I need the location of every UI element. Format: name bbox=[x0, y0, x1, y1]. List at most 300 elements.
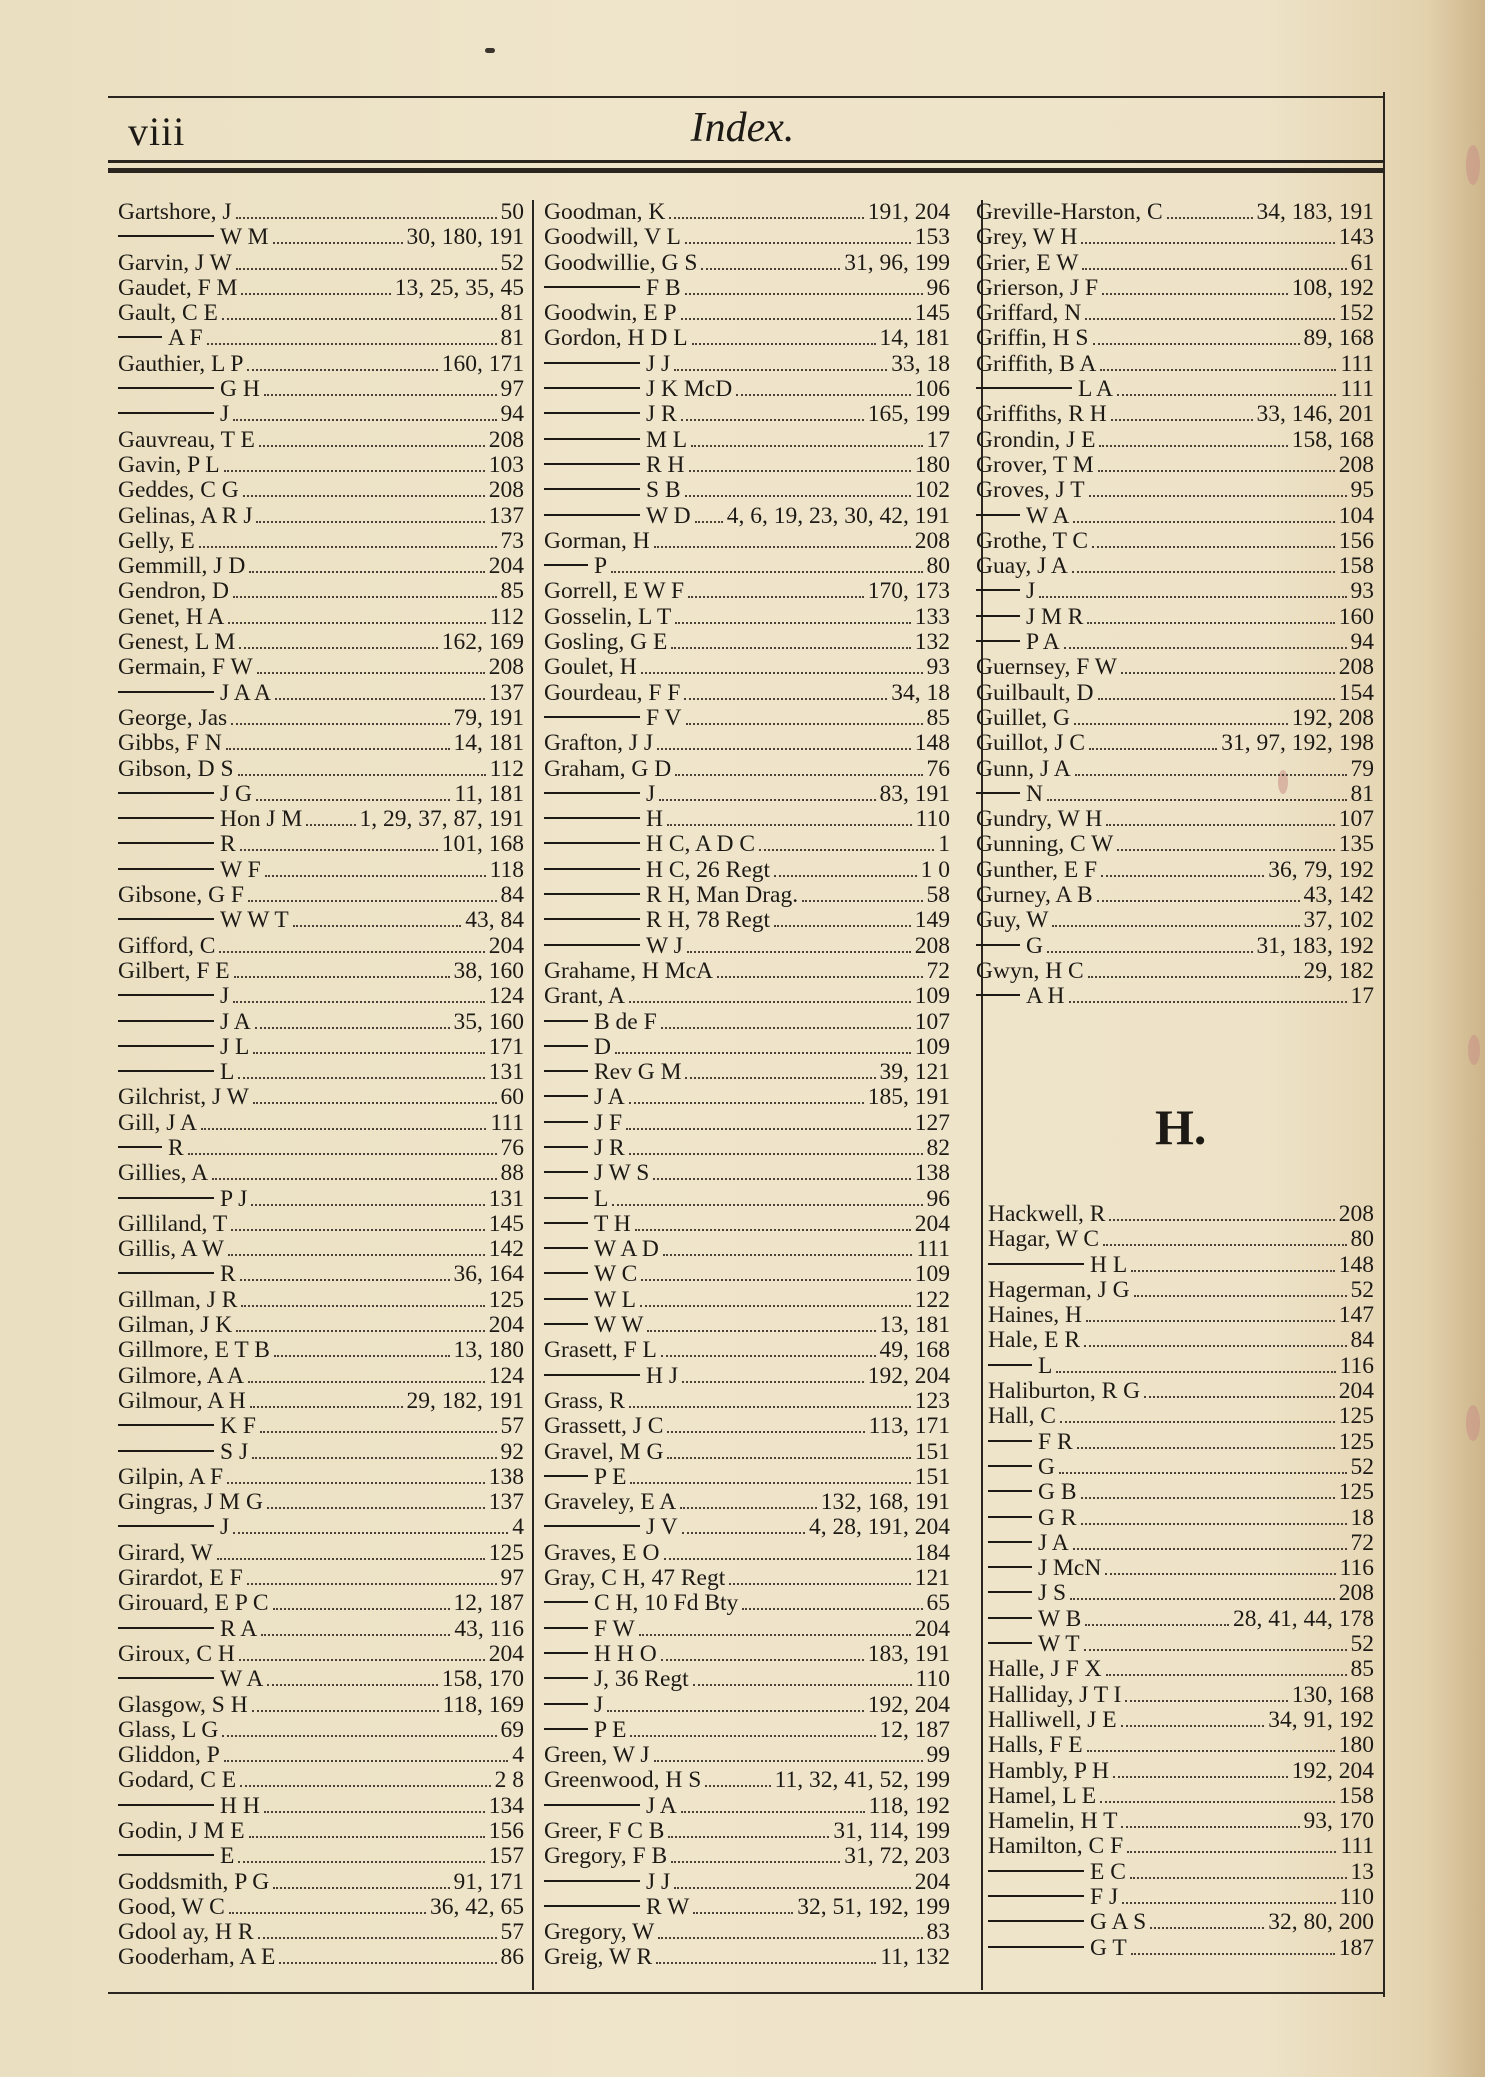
index-entry bbox=[544, 478, 950, 503]
entry-name: Gelly, E bbox=[118, 527, 195, 554]
entry-name: W L bbox=[594, 1286, 636, 1313]
entry-pages: 125 bbox=[1338, 1428, 1374, 1455]
index-entry bbox=[118, 1288, 524, 1313]
dot-leader bbox=[273, 1608, 450, 1610]
index-entry bbox=[544, 630, 950, 655]
dot-leader bbox=[705, 1785, 770, 1787]
entry-name: W M bbox=[220, 224, 269, 251]
entry-name: L A bbox=[1078, 376, 1114, 403]
entry-name: S B bbox=[646, 477, 681, 504]
index-entry bbox=[976, 251, 1374, 276]
entry-name: R bbox=[220, 1261, 236, 1288]
dot-leader bbox=[1106, 1674, 1347, 1676]
entry-name: P E bbox=[594, 1463, 627, 1490]
index-entry bbox=[118, 1414, 524, 1439]
ditto-dash bbox=[544, 1298, 588, 1300]
entry-pages: 125 bbox=[488, 1539, 524, 1566]
entry-pages: 96 bbox=[926, 1185, 950, 1212]
entry-pages: 187 bbox=[1338, 1934, 1374, 1961]
index-entry bbox=[118, 1035, 524, 1060]
dot-leader bbox=[212, 1178, 496, 1180]
entry-pages: 94 bbox=[500, 401, 524, 428]
entry-name: L bbox=[220, 1059, 235, 1086]
dot-leader bbox=[1070, 1598, 1335, 1600]
entry-name: R bbox=[220, 831, 236, 858]
dot-leader bbox=[658, 1937, 922, 1939]
ditto-dash bbox=[544, 387, 640, 389]
ditto-dash bbox=[118, 336, 162, 338]
dot-leader bbox=[1085, 1624, 1229, 1626]
dot-leader bbox=[1100, 1801, 1335, 1803]
index-entry bbox=[544, 579, 950, 604]
ditto-dash bbox=[976, 944, 1020, 946]
ditto-dash bbox=[118, 792, 214, 794]
index-entry bbox=[118, 1920, 524, 1945]
index-entry bbox=[544, 984, 950, 1009]
entry-name: W A bbox=[220, 1666, 264, 1693]
entry-pages: 191, 204 bbox=[867, 199, 950, 225]
index-entry bbox=[118, 1945, 524, 1970]
dot-leader bbox=[1089, 495, 1347, 497]
entry-pages: 104 bbox=[1338, 502, 1374, 529]
dot-leader bbox=[774, 925, 911, 927]
entry-pages: 96 bbox=[926, 274, 950, 301]
index-entry bbox=[544, 706, 950, 731]
entry-pages: 149 bbox=[914, 907, 950, 934]
entry-name: Gifford, C bbox=[118, 932, 216, 959]
index-entry bbox=[544, 757, 950, 782]
dot-leader bbox=[671, 1861, 840, 1863]
ditto-dash bbox=[544, 412, 640, 414]
entry-name: M L bbox=[646, 426, 688, 453]
dot-leader bbox=[249, 1836, 485, 1838]
entry-pages: 36, 164 bbox=[453, 1261, 524, 1288]
index-entry bbox=[118, 1768, 524, 1793]
ditto-dash bbox=[976, 514, 1020, 516]
ditto-dash bbox=[976, 640, 1020, 642]
entry-pages: 208 bbox=[914, 932, 950, 959]
entry-pages: 111 bbox=[490, 1109, 524, 1136]
dot-leader bbox=[1105, 1573, 1335, 1575]
index-entry bbox=[988, 1581, 1374, 1606]
dot-leader bbox=[685, 293, 923, 295]
entry-name: W B bbox=[1038, 1605, 1082, 1632]
dot-leader bbox=[654, 546, 911, 548]
entry-name: Hall, C bbox=[988, 1403, 1056, 1430]
dot-leader bbox=[1134, 1295, 1347, 1297]
entry-name: Graham, G D bbox=[544, 755, 672, 782]
index-entry bbox=[544, 1693, 950, 1718]
double-rule-bottom bbox=[108, 168, 1383, 173]
dot-leader bbox=[293, 925, 461, 927]
dot-leader bbox=[1125, 1700, 1287, 1702]
entry-pages: 170, 173 bbox=[867, 578, 950, 605]
index-entry bbox=[544, 1364, 950, 1389]
entry-name: L bbox=[1038, 1352, 1053, 1379]
index-entry bbox=[544, 1085, 950, 1110]
entry-pages: 109 bbox=[914, 983, 950, 1010]
entry-pages: 92 bbox=[500, 1438, 524, 1465]
dot-leader bbox=[1106, 824, 1335, 826]
entry-name: Gilman, J K bbox=[118, 1312, 233, 1339]
entry-pages: 13, 181 bbox=[879, 1312, 950, 1339]
entry-name: Gorrell, E W F bbox=[544, 578, 685, 605]
ditto-dash bbox=[544, 1728, 588, 1730]
dot-leader bbox=[236, 268, 497, 270]
entry-name: Gooderham, A E bbox=[118, 1944, 276, 1971]
dot-leader bbox=[1059, 1472, 1347, 1474]
ditto-dash bbox=[988, 1440, 1032, 1442]
dot-leader bbox=[253, 1052, 484, 1054]
index-entry bbox=[544, 453, 950, 478]
index-entry bbox=[118, 377, 524, 402]
entry-name: Gilmour, A H bbox=[118, 1387, 246, 1414]
index-entry bbox=[544, 225, 950, 250]
index-entry bbox=[544, 504, 950, 529]
entry-name: Gingras, J M G bbox=[118, 1489, 263, 1516]
entry-name: Grover, T M bbox=[976, 451, 1094, 478]
dot-leader bbox=[231, 1229, 485, 1231]
entry-name: S J bbox=[220, 1438, 249, 1465]
entry-name: J A bbox=[1038, 1529, 1069, 1556]
index-entry bbox=[544, 276, 950, 301]
entry-pages: 60 bbox=[500, 1084, 524, 1111]
ditto-dash bbox=[118, 1627, 214, 1629]
ditto-dash bbox=[544, 1905, 640, 1907]
dot-leader bbox=[1047, 951, 1253, 953]
entry-name: F W bbox=[594, 1615, 635, 1642]
index-entry bbox=[118, 1338, 524, 1363]
entry-pages: 73 bbox=[500, 527, 524, 554]
entry-name: A H bbox=[1026, 983, 1065, 1010]
entry-pages: 81 bbox=[500, 300, 524, 327]
ditto-dash bbox=[544, 716, 640, 718]
entry-pages: 154 bbox=[1338, 679, 1374, 706]
dot-leader bbox=[234, 976, 450, 978]
entry-pages: 82 bbox=[926, 1134, 950, 1161]
entry-name: N bbox=[1026, 780, 1043, 807]
index-entry bbox=[118, 225, 524, 250]
entry-name: W A bbox=[1026, 502, 1070, 529]
index-entry bbox=[988, 1303, 1374, 1328]
ditto-dash bbox=[544, 1222, 588, 1224]
entry-name: Gendron, D bbox=[118, 578, 229, 605]
bottom-rule bbox=[108, 1992, 1383, 1994]
entry-pages: 116 bbox=[1339, 1555, 1374, 1582]
entry-pages: 152 bbox=[1338, 300, 1374, 327]
index-entry bbox=[118, 1642, 524, 1667]
ditto-dash bbox=[988, 1946, 1084, 1948]
entry-name: K F bbox=[220, 1413, 256, 1440]
entry-pages: 148 bbox=[914, 730, 950, 757]
index-entry bbox=[544, 1010, 950, 1035]
index-entry bbox=[544, 1490, 950, 1515]
index-entry bbox=[544, 554, 950, 579]
entry-pages: 97 bbox=[500, 376, 524, 403]
dot-leader bbox=[671, 647, 910, 649]
dot-leader bbox=[691, 445, 922, 447]
entry-name: Gray, C H, 47 Regt bbox=[544, 1565, 726, 1592]
dot-leader bbox=[641, 672, 923, 674]
entry-name: Hamelin, H T bbox=[988, 1808, 1118, 1835]
index-entry bbox=[118, 1541, 524, 1566]
ditto-dash bbox=[544, 1121, 588, 1123]
ditto-dash bbox=[118, 1854, 214, 1856]
dot-leader bbox=[1144, 1396, 1335, 1398]
dot-leader bbox=[239, 647, 437, 649]
entry-pages: 132 bbox=[914, 629, 950, 656]
entry-pages: 208 bbox=[1338, 654, 1374, 681]
dot-leader bbox=[1101, 875, 1264, 877]
ditto-dash bbox=[118, 918, 214, 920]
entry-pages: 130, 168 bbox=[1291, 1681, 1374, 1708]
index-entry bbox=[118, 934, 524, 959]
ditto-dash bbox=[544, 1272, 588, 1274]
dot-leader bbox=[639, 1634, 911, 1636]
index-entry bbox=[544, 1212, 950, 1237]
entry-name: E bbox=[220, 1843, 235, 1870]
index-column-3-h-section bbox=[988, 1202, 1374, 1961]
dot-leader bbox=[240, 849, 438, 851]
entry-pages: 84 bbox=[500, 882, 524, 909]
index-entry bbox=[988, 1227, 1374, 1252]
entry-pages: 133 bbox=[914, 603, 950, 630]
index-entry bbox=[544, 1338, 950, 1363]
entry-name: Gaudet, F M bbox=[118, 274, 238, 301]
dot-leader bbox=[261, 1634, 450, 1636]
ditto-dash bbox=[988, 1263, 1084, 1265]
entry-pages: 34, 18 bbox=[891, 679, 950, 706]
entry-pages: 72 bbox=[1350, 1529, 1374, 1556]
entry-pages: 1, 29, 37, 87, 191 bbox=[359, 806, 524, 833]
entry-name: J McN bbox=[1038, 1555, 1102, 1582]
entry-pages: 158 bbox=[1338, 553, 1374, 580]
index-entry bbox=[118, 1060, 524, 1085]
index-entry bbox=[544, 1288, 950, 1313]
entry-name: Goulet, H bbox=[544, 654, 637, 681]
ditto-dash bbox=[544, 1197, 588, 1199]
dot-leader bbox=[1060, 1421, 1335, 1423]
index-entry bbox=[544, 1237, 950, 1262]
dot-leader bbox=[774, 875, 917, 877]
index-entry bbox=[118, 1870, 524, 1895]
index-entry bbox=[544, 1440, 950, 1465]
dot-leader bbox=[248, 900, 497, 902]
entry-name: Groves, J T bbox=[976, 477, 1085, 504]
index-entry bbox=[976, 706, 1374, 731]
entry-pages: 72 bbox=[926, 957, 950, 984]
index-entry bbox=[544, 934, 950, 959]
index-entry bbox=[544, 883, 950, 908]
entry-name: Haines, H bbox=[988, 1302, 1082, 1329]
entry-name: Guy, W bbox=[976, 907, 1049, 934]
index-entry bbox=[118, 1187, 524, 1212]
entry-pages: 4, 28, 191, 204 bbox=[809, 1514, 950, 1541]
entry-name: Genet, H A bbox=[118, 603, 225, 630]
dot-leader bbox=[736, 394, 911, 396]
entry-pages: 208 bbox=[1338, 1580, 1374, 1607]
index-entry bbox=[544, 1743, 950, 1768]
entry-name: Gillies, A bbox=[118, 1160, 209, 1187]
index-entry bbox=[118, 326, 524, 351]
entry-pages: 57 bbox=[500, 1413, 524, 1440]
dot-leader bbox=[264, 394, 497, 396]
entry-pages: 151 bbox=[914, 1463, 950, 1490]
index-entry bbox=[118, 1161, 524, 1186]
ditto-dash bbox=[544, 1070, 588, 1072]
index-entry bbox=[544, 1515, 950, 1540]
entry-name: Grant, A bbox=[544, 983, 625, 1010]
entry-name: J F bbox=[594, 1109, 623, 1136]
entry-pages: 32, 51, 192, 199 bbox=[797, 1893, 950, 1920]
entry-name: Gibbs, F N bbox=[118, 730, 222, 757]
entry-pages: 35, 160 bbox=[453, 1008, 524, 1035]
index-entry bbox=[544, 529, 950, 554]
entry-name: Girouard, E P C bbox=[118, 1590, 269, 1617]
entry-pages: 183, 191 bbox=[867, 1640, 950, 1667]
dot-leader bbox=[659, 799, 875, 801]
entry-name: Halle, J F X bbox=[988, 1656, 1102, 1683]
entry-name: Gregory, W bbox=[544, 1919, 655, 1946]
dot-leader bbox=[684, 698, 887, 700]
index-entry bbox=[544, 1768, 950, 1793]
ditto-dash bbox=[544, 1020, 588, 1022]
dot-leader bbox=[238, 1077, 484, 1079]
entry-name: Goodwillie, G S bbox=[544, 249, 698, 276]
ditto-dash bbox=[544, 438, 640, 440]
index-entry bbox=[544, 908, 950, 933]
top-rule bbox=[108, 96, 1383, 98]
dot-leader bbox=[1103, 1244, 1346, 1246]
entry-pages: 123 bbox=[914, 1387, 950, 1414]
index-entry bbox=[118, 1440, 524, 1465]
ditto-dash bbox=[544, 1247, 588, 1249]
dot-leader bbox=[1099, 445, 1287, 447]
dot-leader bbox=[1064, 647, 1347, 649]
dot-leader bbox=[257, 672, 485, 674]
entry-name: Goddsmith, P G bbox=[118, 1868, 270, 1895]
entry-pages: 36, 42, 65 bbox=[430, 1893, 524, 1920]
dot-leader bbox=[667, 824, 912, 826]
dot-leader bbox=[240, 1785, 490, 1787]
dot-leader bbox=[717, 976, 922, 978]
index-entry bbox=[118, 251, 524, 276]
index-entry bbox=[544, 1920, 950, 1945]
ditto-dash bbox=[118, 412, 214, 414]
entry-pages: 81 bbox=[1350, 780, 1374, 807]
entry-pages: 38, 160 bbox=[453, 957, 524, 984]
entry-pages: 28, 41, 44, 178 bbox=[1233, 1605, 1374, 1632]
index-entry bbox=[118, 1667, 524, 1692]
dot-leader bbox=[669, 217, 863, 219]
index-entry bbox=[118, 200, 524, 225]
entry-pages: 184 bbox=[914, 1539, 950, 1566]
index-entry bbox=[118, 807, 524, 832]
index-entry bbox=[118, 782, 524, 807]
index-entry bbox=[544, 782, 950, 807]
dot-leader bbox=[689, 470, 911, 472]
entry-name: Grier, E W bbox=[976, 249, 1079, 276]
dot-leader bbox=[654, 1760, 923, 1762]
dot-leader bbox=[661, 1659, 864, 1661]
dot-leader bbox=[1084, 1345, 1346, 1347]
entry-name: Guillot, J C bbox=[976, 730, 1086, 757]
entry-pages: 4 bbox=[512, 1514, 524, 1541]
entry-name: Goodwill, V L bbox=[544, 224, 681, 251]
dot-leader bbox=[681, 1811, 865, 1813]
dot-leader bbox=[240, 1279, 450, 1281]
dot-leader bbox=[231, 723, 449, 725]
dot-leader bbox=[264, 1811, 485, 1813]
entry-pages: 32, 80, 200 bbox=[1268, 1909, 1374, 1936]
entry-pages: 29, 182 bbox=[1303, 957, 1374, 984]
index-entry bbox=[988, 1404, 1374, 1429]
index-entry bbox=[976, 757, 1374, 782]
entry-name: D bbox=[594, 1033, 611, 1060]
entry-name: J bbox=[220, 983, 230, 1010]
index-entry bbox=[976, 959, 1374, 984]
index-entry bbox=[988, 1708, 1374, 1733]
entry-pages: 99 bbox=[926, 1742, 950, 1769]
dot-leader bbox=[1113, 1776, 1288, 1778]
dot-leader bbox=[647, 1330, 875, 1332]
dot-leader bbox=[667, 1431, 864, 1433]
dot-leader bbox=[256, 799, 450, 801]
index-entry bbox=[118, 1136, 524, 1161]
entry-pages: 145 bbox=[914, 300, 950, 327]
dot-leader bbox=[199, 546, 497, 548]
ditto-dash bbox=[544, 564, 588, 566]
index-entry bbox=[118, 1262, 524, 1287]
index-entry bbox=[988, 1455, 1374, 1480]
index-entry bbox=[988, 1202, 1374, 1227]
dot-leader bbox=[1074, 723, 1288, 725]
entry-name: E C bbox=[1090, 1858, 1126, 1885]
ditto-dash bbox=[544, 1601, 588, 1603]
index-entry bbox=[544, 1895, 950, 1920]
index-entry bbox=[118, 1515, 524, 1540]
ditto-dash bbox=[544, 1171, 588, 1173]
entry-name: C H, 10 Fd Bty bbox=[594, 1590, 739, 1617]
dot-leader bbox=[1167, 217, 1253, 219]
dot-leader bbox=[226, 748, 450, 750]
entry-name: Green, W J bbox=[544, 1742, 650, 1769]
entry-name: J bbox=[646, 780, 656, 807]
entry-pages: 83, 191 bbox=[879, 780, 950, 807]
dot-leader bbox=[227, 1482, 485, 1484]
entry-name: W J bbox=[646, 932, 683, 959]
index-entry bbox=[118, 630, 524, 655]
entry-pages: 18 bbox=[1350, 1504, 1374, 1531]
index-entry bbox=[544, 1187, 950, 1212]
entry-pages: 36, 79, 192 bbox=[1268, 856, 1374, 883]
entry-name: T H bbox=[594, 1210, 631, 1237]
dot-leader bbox=[626, 1128, 911, 1130]
dot-leader bbox=[701, 268, 840, 270]
dot-leader bbox=[1131, 1270, 1335, 1272]
index-entry bbox=[544, 605, 950, 630]
index-entry bbox=[976, 352, 1374, 377]
entry-name: Godin, J M E bbox=[118, 1818, 245, 1844]
dot-leader bbox=[1130, 1877, 1347, 1879]
ditto-dash bbox=[544, 488, 640, 490]
dot-leader bbox=[222, 1735, 496, 1737]
index-entry bbox=[544, 655, 950, 680]
index-entry bbox=[544, 959, 950, 984]
entry-pages: 208 bbox=[488, 654, 524, 681]
ink-mark bbox=[485, 48, 495, 53]
entry-name: J K McD bbox=[646, 376, 733, 403]
